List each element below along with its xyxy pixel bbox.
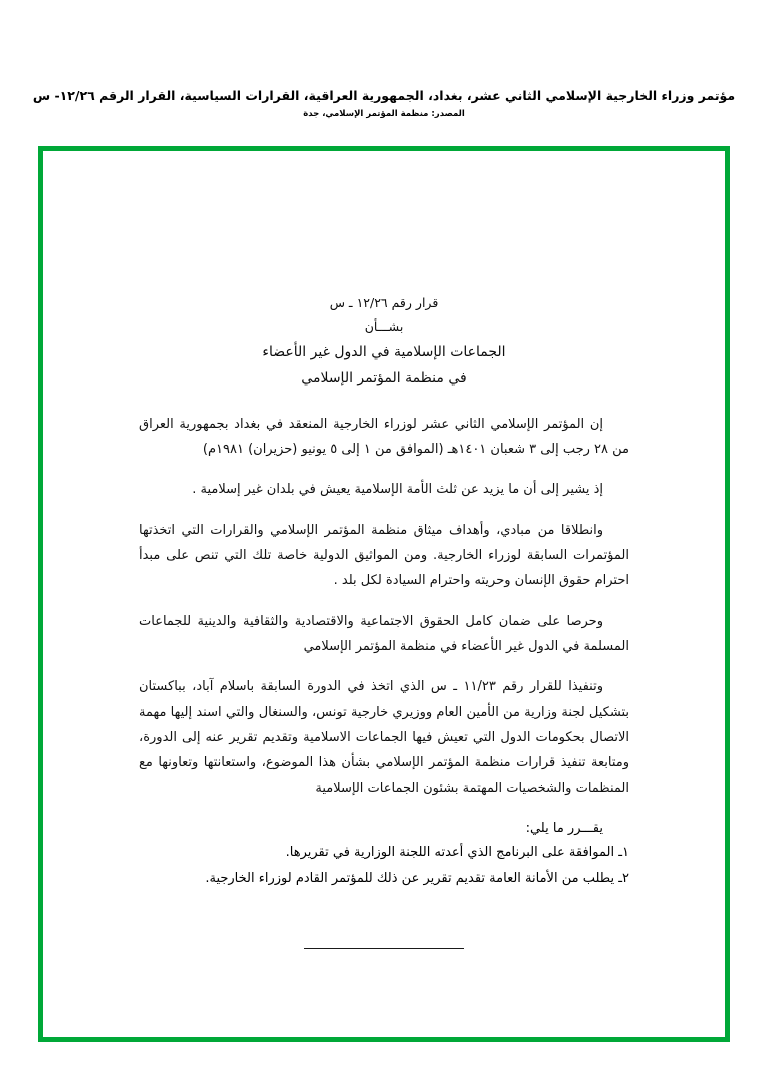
- list-item: ١ـ الموافقة على البرنامج الذي أعدته اللجنة الوزارية في تقريرها.: [285, 845, 629, 861]
- decision-heading: [139, 291, 629, 392]
- paragraph-implementation: وتنفيذا للقرار رقم ١١/٢٣ ـ س الذي اتخذ في الدورة السابقة باسلام آباد، بباكستان بتشكيل لجنة وزارية من الأمين العام ووزيري خارجية تونس، والسنغال والتي اسند إليها مهمة الاتصال بحكومات الدول التي تعيش فيها الجماعات الاسلامية وتقديم تقرير عنه إلى الدورة، ومتابعة تنفيذ قرارات منظمة المؤتمر الإسلامي بشأن هذا الموضوع، واستعانتها وتعاونها مع المنظمات والشخصيات المهتمة بشئون الجماعات الإسلامية: [139, 679, 629, 796]
- horizontal-rule: [304, 948, 464, 949]
- header-title: مؤتمر وزراء الخارجية الإسلامي الثاني عشر، بغداد، الجمهورية العراقية، القرارات السياسية، القرار الرقم ١٢/٢٦- س: [32, 88, 736, 103]
- document-body: [139, 291, 629, 953]
- end-rule-container: [139, 934, 629, 953]
- paragraph-rights: وحرصا على ضمان كامل الحقوق الاجتماعية والاقتصادية والثقافية والدينية للجماعات المسلمة في الدول غير الأعضاء في منظمة المؤتمر الإسلامي: [139, 613, 629, 655]
- paragraph-preamble: إن المؤتمر الإسلامي الثاني عشر لوزراء الخارجية المنعقد في بغداد بجمهورية العراق من ٢٨ رجب إلى ٣ شعبان ١٤٠١هـ (الموافق من ١ إلى ٥ يونيو (حزيران) ١٩٨١م): [139, 416, 629, 458]
- paragraph-principles: وانطلاقا من مبادي، وأهداف ميثاق منظمة المؤتمر الإسلامي والقرارات التي اتخذتها المؤتمرات السابقة لوزراء الخارجية. ومن المواثيق الدولية خاصة تلك التي تنص على مبدأ احترام حقوق الإنسان وحريته واحترام السيادة لكل بلد .: [139, 522, 629, 589]
- decision-subject-label: بشـــأن: [364, 318, 404, 334]
- decision-title-line-1: الجماعات الإسلامية في الدول غير الأعضاء: [262, 343, 506, 360]
- document-frame: [38, 146, 730, 1042]
- list-item: ٢ـ يطلب من الأمانة العامة تقديم تقرير عن ذلك للمؤتمر القادم لوزراء الخارجية.: [205, 871, 629, 887]
- header-source: المصدر: منظمة المؤتمر الإسلامي، جدة: [303, 109, 465, 120]
- decision-title-line-2: في منظمة المؤتمر الإسلامي: [301, 370, 467, 387]
- decides-label: يقـــرر ما يلي:: [525, 821, 603, 837]
- page-header: [0, 88, 768, 119]
- paragraph-recalling: إذ يشير إلى أن ما يزيد عن ثلث الأمة الإسلامية يعيش في بلدان غير إسلامية .: [192, 482, 603, 498]
- decision-items-list: [139, 840, 629, 892]
- decision-number: قرار رقم ١٢/٢٦ ـ س: [329, 295, 439, 310]
